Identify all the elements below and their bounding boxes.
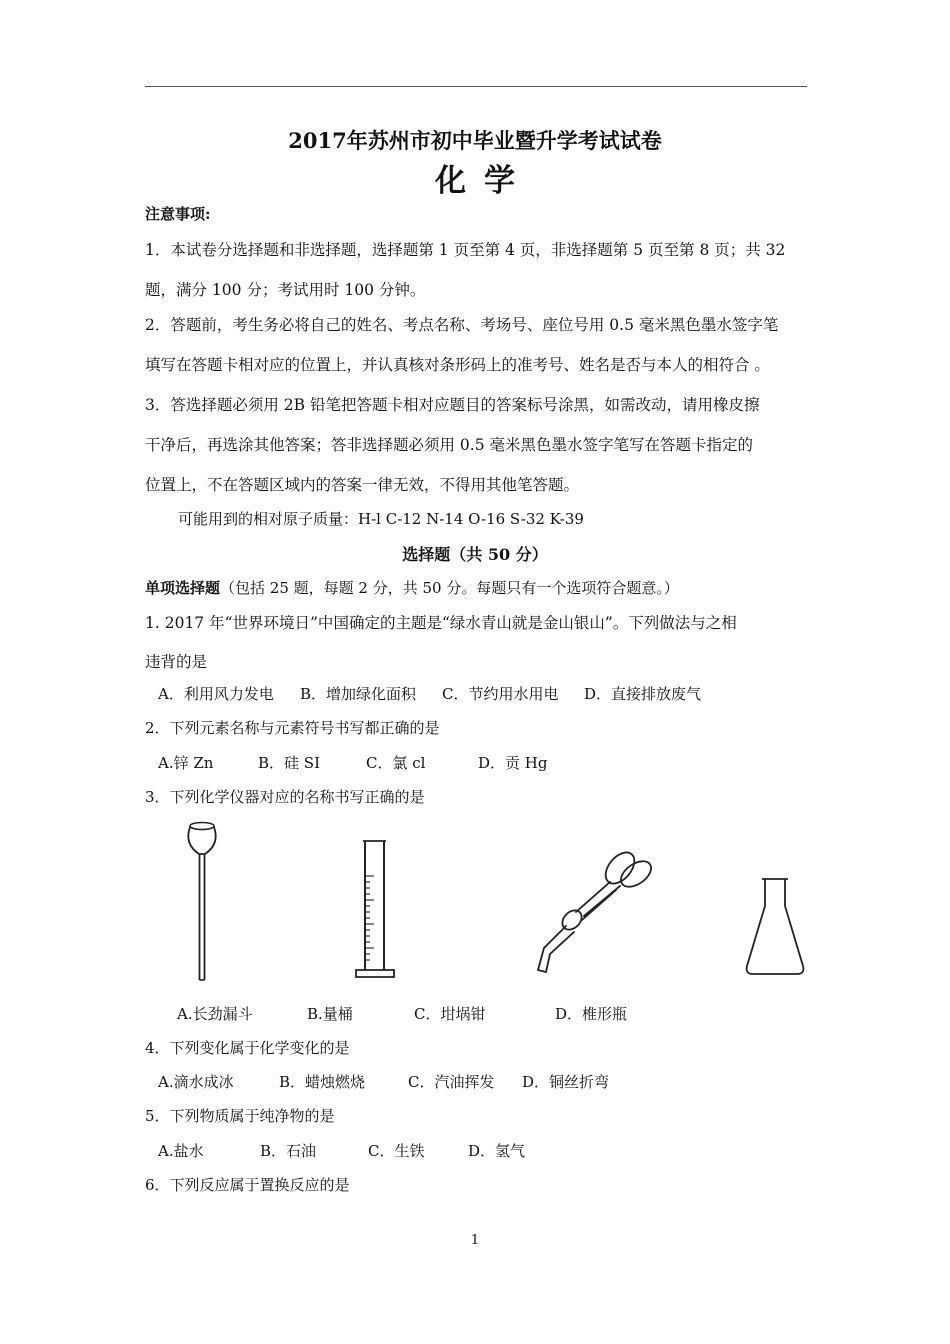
notice-line: 干净后，再选涂其他答案；答非选择题必须用 0.5 毫米黑色墨水签字笔写在答题卡指定的	[145, 436, 754, 454]
section-title: 选择题（共 50 分）	[402, 545, 548, 564]
notice-heading: 注意事项:	[145, 205, 211, 223]
subject-title: 化学	[435, 163, 533, 199]
option-b: B．石油	[260, 1142, 317, 1160]
notice-line: 1．本试卷分选择题和非选择题，选择题第 1 页至第 4 页，非选择题第 5 页至第 8 页；共 32	[145, 241, 786, 259]
option-c: C．节约用水用电	[442, 685, 559, 703]
option-c: C．氯 cl	[366, 754, 426, 772]
notice-line: 填写在答题卡相对应的位置上，并认真核对条形码上的准考号、姓名是否与本人的相符合 。	[145, 356, 770, 374]
long-neck-funnel-figure	[180, 818, 228, 984]
question-stem: 1. 2017 年“世界环境日”中国确定的主题是“绿水青山就是金山银山”。下列做法与之相	[145, 614, 737, 632]
option-d: D．椎形瓶	[555, 1005, 628, 1023]
option-a: A.盐水	[158, 1142, 204, 1160]
option-c: C．坩埚钳	[414, 1005, 486, 1023]
instruction-label: 单项选择题	[145, 579, 221, 597]
option-d: D．铜丝折弯	[522, 1073, 610, 1091]
question-stem: 2．下列元素名称与元素符号书写都正确的是	[145, 719, 440, 737]
option-c: C．生铁	[368, 1142, 425, 1160]
option-d: D．直接排放废气	[584, 685, 702, 703]
option-b: B．增加绿化面积	[300, 685, 417, 703]
notice-line: 3．答选择题必须用 2B 铅笔把答题卡相对应题目的答案标号涂黑，如需改动，请用橡皮擦	[145, 396, 760, 414]
section-instruction	[145, 577, 679, 598]
option-a: A．利用风力发电	[158, 685, 274, 703]
question-stem: 5．下列物质属于纯净物的是	[145, 1107, 335, 1125]
option-c: C．汽油挥发	[408, 1073, 495, 1091]
atomic-masses: 可能用到的相对原子质量：H-l C-12 N-14 O-16 S-32 K-39	[178, 510, 584, 528]
notice-line: 2．答题前，考生务必将自己的姓名、考点名称、考场号、座位号用 0.5 毫米黑色墨水签字笔	[145, 316, 779, 334]
exam-title: 2017年苏州市初中毕业暨升学考试试卷	[288, 128, 662, 153]
option-b: B．蜡烛燃烧	[279, 1073, 366, 1091]
question-stem: 6．下列反应属于置换反应的是	[145, 1176, 350, 1194]
option-a: A.锌 Zn	[158, 754, 214, 772]
question-stem: 违背的是	[145, 653, 208, 671]
conical-flask-figure	[740, 870, 810, 980]
page-number: 1	[470, 1233, 480, 1248]
question-stem: 4．下列变化属于化学变化的是	[145, 1039, 350, 1057]
option-a: A.长劲漏斗	[177, 1005, 253, 1023]
notice-line: 位置上，不在答题区域内的答案一律无效，不得用其他笔答题。	[145, 476, 580, 494]
option-b: B．硅 SI	[258, 754, 320, 772]
option-b: B.量桶	[307, 1005, 353, 1023]
crucible-tongs-figure	[528, 846, 660, 976]
option-a: A.滴水成冰	[158, 1073, 234, 1091]
option-d: D．贡 Hg	[478, 754, 548, 772]
instruction-text: （包括 25 题，每题 2 分，共 50 分。每题只有一个选项符合题意。）	[220, 579, 679, 597]
question-stem: 3．下列化学仪器对应的名称书写正确的是	[145, 788, 425, 806]
option-d: D．氢气	[468, 1142, 526, 1160]
graduated-cylinder-figure	[352, 838, 400, 980]
header-rule	[145, 86, 807, 87]
notice-line: 题，满分 100 分；考试用时 100 分钟。	[145, 281, 426, 299]
